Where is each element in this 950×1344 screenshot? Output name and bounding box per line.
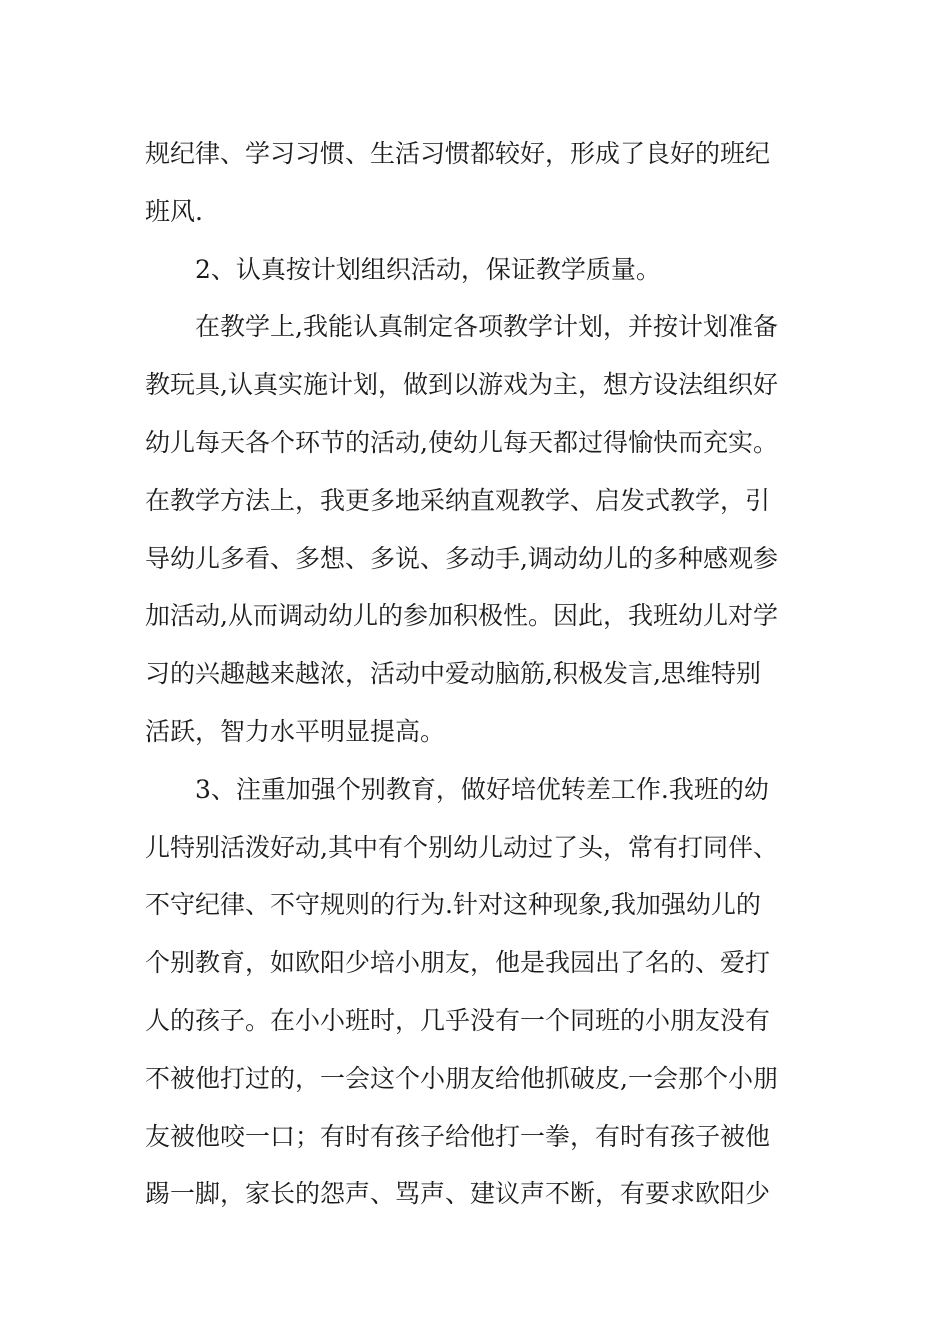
body-text (145, 125, 810, 1223)
text-line: 加活动,从而调动幼儿的参加积极性。因此，我班幼儿对学 (145, 601, 778, 631)
text-line: 友被他咬一口；有时有孩子给他打一拳，有时有孩子被他 (145, 1121, 771, 1151)
text-line: 3、注重加强个别教育，做好培优转差工作.我班的幼 (195, 774, 769, 804)
text-line: 踢一脚，家长的怨声、骂声、建议声不断，有要求欧阳少 (145, 1179, 771, 1209)
text-line: 人的孩子。在小小班时，几乎没有一个同班的小朋友没有 (145, 1005, 771, 1035)
text-line: 导幼儿多看、多想、多说、多动手,调动幼儿的多种感观参 (145, 543, 778, 573)
text-line: 不被他打过的，一会这个小朋友给他抓破皮,一会那个小朋 (145, 1063, 778, 1093)
text-line: 2、认真按计划组织活动，保证教学质量。 (195, 254, 661, 284)
text-line: 活跃，智力水平明显提高。 (145, 716, 446, 746)
text-line: 习的兴趣越来越浓，活动中爱动脑筋,积极发言,思维特别 (145, 659, 761, 689)
text-line: 班风. (145, 196, 203, 226)
text-line: 个别教育，如欧阳少培小朋友，他是我园出了名的、爱打 (145, 948, 771, 978)
text-line: 在教学方法上，我更多地采纳直观教学、启发式教学，引 (145, 485, 771, 515)
text-line: 不守纪律、不守规则的行为.针对这种现象,我加强幼儿的 (145, 890, 761, 920)
text-line: 规纪律、学习习惯、生活习惯都较好，形成了良好的班纪 (145, 139, 771, 168)
text-line: 儿特别活泼好动,其中有个别幼儿动过了头，常有打同伴、 (145, 832, 778, 862)
text-line: 教玩具,认真实施计划，做到以游戏为主，想方设法组织好 (145, 370, 778, 400)
text-line: 幼儿每天各个环节的活动,使幼儿每天都过得愉快而充实。 (145, 427, 778, 457)
text-line: 在教学上,我能认真制定各项教学计划，并按计划准备 (195, 312, 778, 342)
